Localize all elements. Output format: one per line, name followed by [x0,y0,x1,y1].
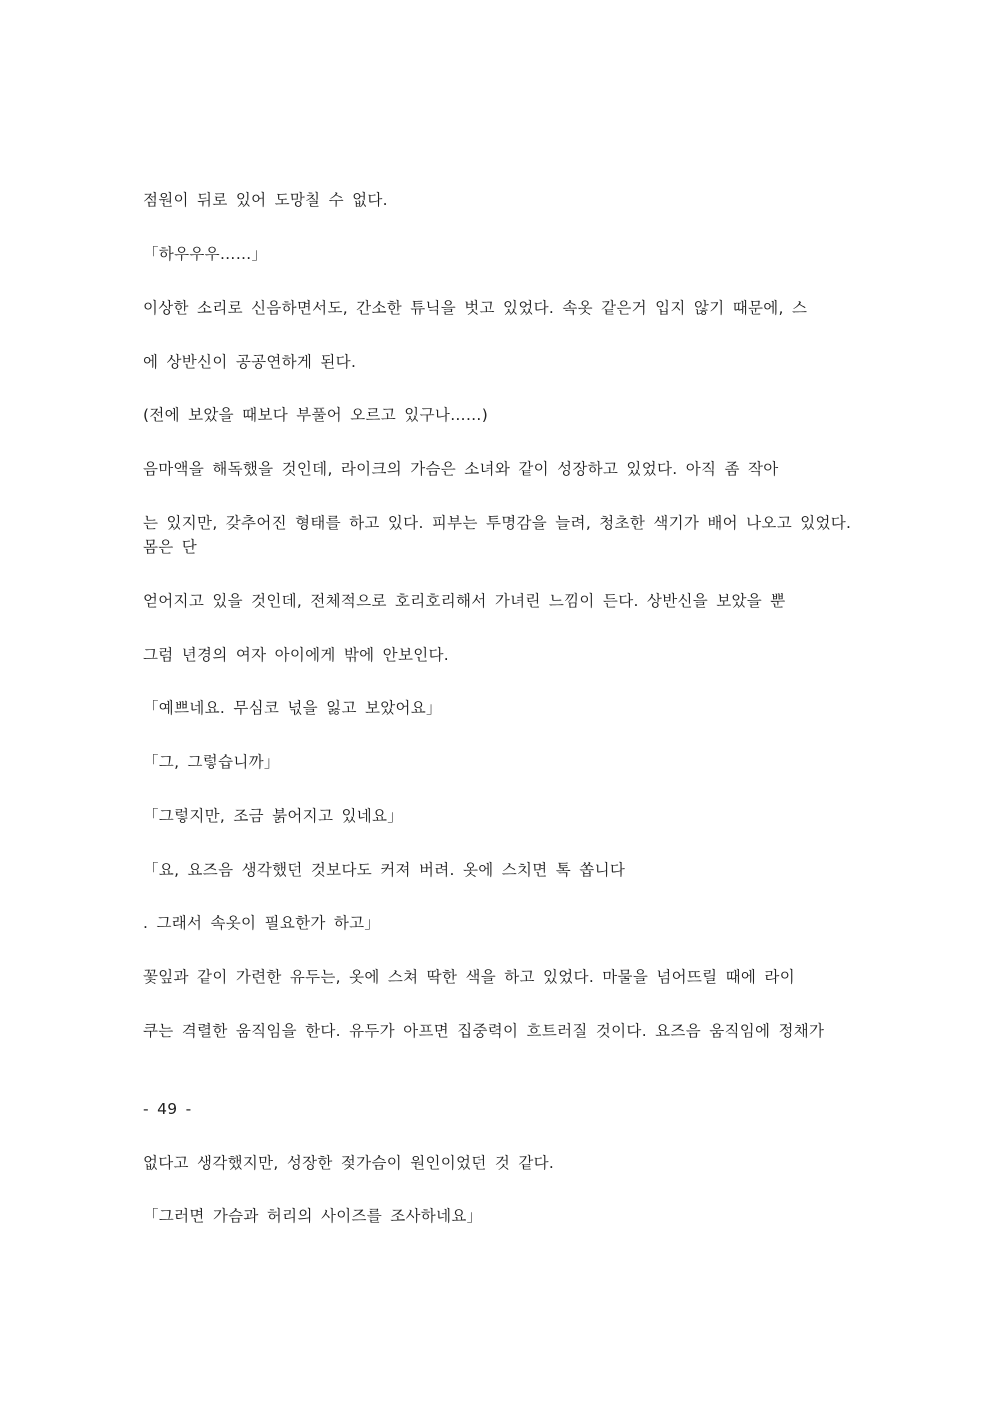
page-number: - 49 - [143,1100,192,1118]
text-line: . 그래서 속옷이 필요한가 하고」 [143,914,381,932]
text-line: 이상한 소리로 신음하면서도, 간소한 튜닉을 벗고 있었다. 속옷 같은거 입지 않기 때문에, 스 [143,299,808,317]
text-line: 얻어지고 있을 것인데, 전체적으로 호리호리해서 가녀린 느낌이 든다. 상반신을 보았을 뿐 [143,592,786,610]
text-line: 「그렇지만, 조금 붉어지고 있네요」 [143,807,404,825]
text-line: 「하우우우……」 [143,245,268,263]
text-line: 쿠는 격렬한 움직임을 한다. 유두가 아프면 집중력이 흐트러질 것이다. 요즈음 움직임에 정채가 [143,1022,825,1040]
text-line: 점원이 뒤로 있어 도망칠 수 없다. [143,191,388,209]
text-line: 없다고 생각했지만, 성장한 젖가슴이 원인이었던 것 같다. [143,1154,555,1172]
text-line: 음마액을 해독했을 것인데, 라이크의 가슴은 소녀와 같이 성장하고 있었다. 아직 좀 작아 [143,460,779,478]
text-line: 꽃잎과 같이 가련한 유두는, 옷에 스쳐 딱한 색을 하고 있었다. 마물을 넘어뜨릴 때에 라이 [143,968,795,986]
text-line: 「예쁘네요. 무심코 넋을 잃고 보았어요」 [143,699,442,717]
text-line: (전에 보았을 때보다 부풀어 오르고 있구나……) [143,406,489,424]
text-line: 는 있지만, 갖추어진 형태를 하고 있다. 피부는 투명감을 늘려, 청초한 색기가 배어 나오고 있었다. 몸은 단 [143,514,852,556]
text-line: 「그러면 가슴과 허리의 사이즈를 조사하네요」 [143,1207,483,1225]
text-line: 그럼 년경의 여자 아이에게 밖에 안보인다. [143,646,450,664]
text-line: 「그, 그렇습니까」 [143,753,280,771]
text-line: 에 상반신이 공공연하게 된다. [143,353,357,371]
text-line: 「요, 요즈음 생각했던 것보다도 커져 버려. 옷에 스치면 톡 쏩니다 [143,861,626,879]
